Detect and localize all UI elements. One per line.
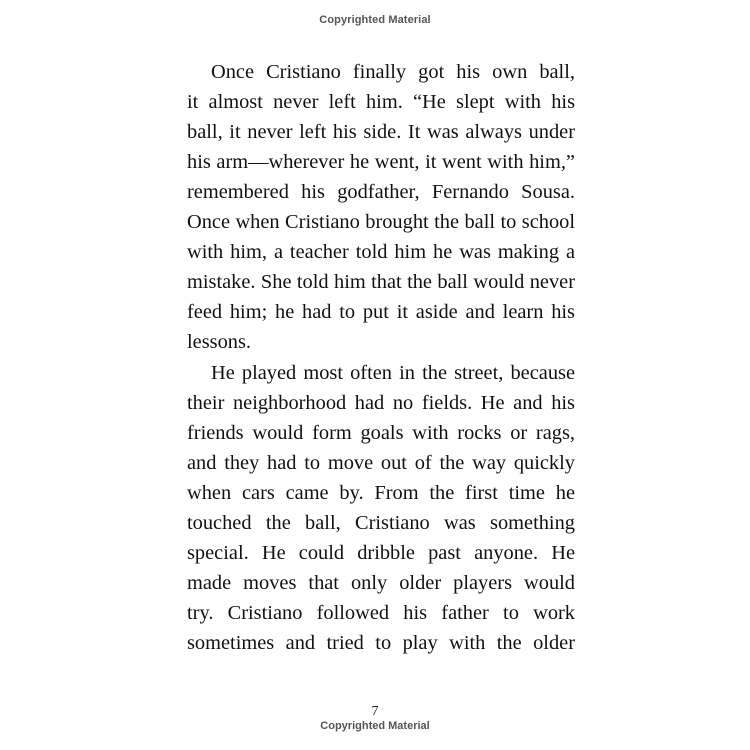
paragraph-1 [187, 57, 575, 357]
text-line: Once Cristiano finally got his own ball, [211, 61, 575, 83]
text-line: friends would form goals with rocks or rags, [187, 422, 575, 444]
text-line: remembered his godfather, Fernando Sousa. [187, 181, 575, 203]
text-line: and they had to move out of the way quickly [187, 452, 575, 474]
text-line: He played most often in the street, because [211, 362, 575, 384]
text-line: try. Cristiano followed his father to work [187, 602, 575, 624]
text-line: made moves that only older players would [187, 572, 575, 594]
text-line: ball, it never left his side. It was always under [187, 121, 575, 143]
text-line: Once when Cristiano brought the ball to school [187, 211, 575, 233]
copyright-header: Copyrighted Material [319, 14, 431, 26]
text-line: sometimes and tried to play with the older [187, 632, 575, 654]
text-line: when cars came by. From the first time he [187, 482, 575, 504]
paragraph-2 [187, 358, 575, 658]
text-line: it almost never left him. “He slept with his [187, 91, 575, 113]
text-line: his arm—wherever he went, it went with him,” [187, 151, 575, 173]
text-line: their neighborhood had no fields. He and his [187, 392, 575, 414]
copyright-footer: Copyrighted Material [320, 720, 430, 732]
page-body [187, 57, 575, 658]
text-line: touched the ball, Cristiano was something [187, 512, 575, 534]
text-line: special. He could dribble past anyone. He [187, 542, 575, 564]
text-line: mistake. She told him that the ball would never [187, 271, 575, 293]
page-number: 7 [371, 704, 379, 719]
text-line: feed him; he had to put it aside and learn his [187, 301, 575, 323]
text-line: lessons. [187, 331, 252, 353]
text-line: with him, a teacher told him he was making a [187, 241, 575, 263]
